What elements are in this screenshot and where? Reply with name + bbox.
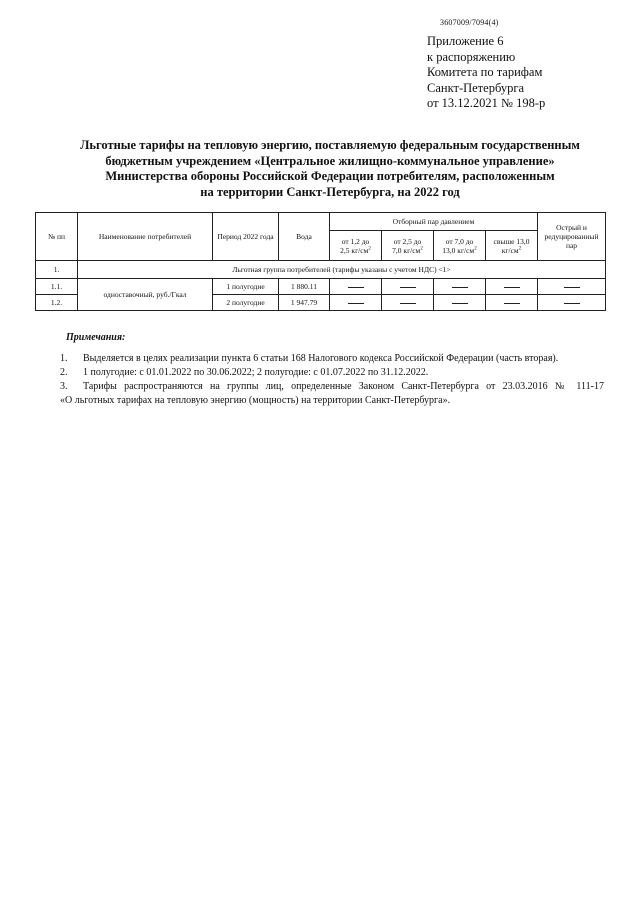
header-water: Вода xyxy=(279,213,330,261)
dash-cell xyxy=(382,295,434,311)
header-period: Период 2022 года xyxy=(213,213,279,261)
notes-title: Примечания: xyxy=(66,332,126,343)
note-number: 2. xyxy=(60,367,68,378)
appendix-line: к распоряжению xyxy=(427,49,516,64)
appendix-line: Санкт-Петербурга xyxy=(427,80,525,95)
header-num: № пп xyxy=(36,213,78,261)
rate-name: одноставочный, руб./Гкал xyxy=(78,279,213,311)
row-water: 1 947.79 xyxy=(279,295,330,311)
header-steam-col: свыше 13,0 $кг/см^2$ xyxy=(486,231,538,261)
header-steam-col: от 1,2 до 2,5 $кг/см^2$ xyxy=(330,231,382,261)
dash-cell xyxy=(330,295,382,311)
dash-cell xyxy=(330,279,382,295)
note-text: 1 полугодие: с 01.01.2022 по 30.06.2022; 2 полугодие: с 01.07.2022 по 31.12.2022. xyxy=(83,367,429,378)
table-row xyxy=(36,279,606,295)
note-item xyxy=(60,352,604,366)
row-period: 2 полугодие xyxy=(213,295,279,311)
appendix-line: Комитета по тарифам xyxy=(427,65,543,79)
header-sharp-steam: Острый и редуцированный пар xyxy=(538,213,606,261)
header-consumers: Наименование потребителей xyxy=(78,213,213,261)
group-row-label: Льготная группа потребителей (тарифы указаны с учетом НДС) <1> xyxy=(78,261,606,279)
header-steam-group: Отборный пар давлением xyxy=(330,213,538,231)
title-line: Льготные тарифы на тепловую энергию, поставляемую федеральным государственным xyxy=(80,138,580,152)
header-steam-col: от 7,0 до 13,0 $кг/см^2$ xyxy=(434,231,486,261)
row-num: 1.1. xyxy=(36,279,78,295)
dash-cell xyxy=(486,295,538,311)
dash-cell xyxy=(434,295,486,311)
notes-list xyxy=(60,352,604,408)
tariffs-table xyxy=(35,212,606,311)
note-item xyxy=(60,380,604,408)
appendix-line: Приложение 6 xyxy=(427,34,504,48)
document-title xyxy=(60,138,600,200)
row-num: 1.2. xyxy=(36,295,78,311)
title-line: бюджетным учреждением «Центральное жилищно-коммунальное управление» xyxy=(105,153,555,168)
header-steam-col: от 2,5 до 7,0 $кг/см^2$ xyxy=(382,231,434,261)
title-line: на территории Санкт-Петербурга, на 2022 год xyxy=(200,184,460,199)
row-period: 1 полугодие xyxy=(213,279,279,295)
dash-cell xyxy=(538,279,606,295)
note-text-continued: «О льготных тарифах на тепловую энергию (мощность) на территории Санкт-Петербурга». xyxy=(60,395,451,406)
appendix-block xyxy=(427,34,545,112)
dash-cell xyxy=(434,279,486,295)
note-number: 1. xyxy=(60,353,68,364)
dash-cell xyxy=(382,279,434,295)
note-number: 3. xyxy=(60,381,68,392)
appendix-line: от 13.12.2021 № 198-р xyxy=(427,96,546,110)
note-text: Выделяется в целях реализации пункта 6 статьи 168 Налогового кодекса Российской Федерации (часть вторая). xyxy=(83,353,559,364)
document-id: 3607009/7094(4) xyxy=(440,18,499,27)
group-row-num: 1. xyxy=(36,261,78,279)
title-line: Министерства обороны Российской Федерации потребителям, расположенным xyxy=(105,169,555,183)
note-item xyxy=(60,366,604,380)
dash-cell xyxy=(486,279,538,295)
row-water: 1 880.11 xyxy=(279,279,330,295)
dash-cell xyxy=(538,295,606,311)
note-text: Тарифы распространяются на группы лиц, определенные Законом Санкт-Петербурга от 23.03.2016 № 111-17 xyxy=(83,381,604,392)
